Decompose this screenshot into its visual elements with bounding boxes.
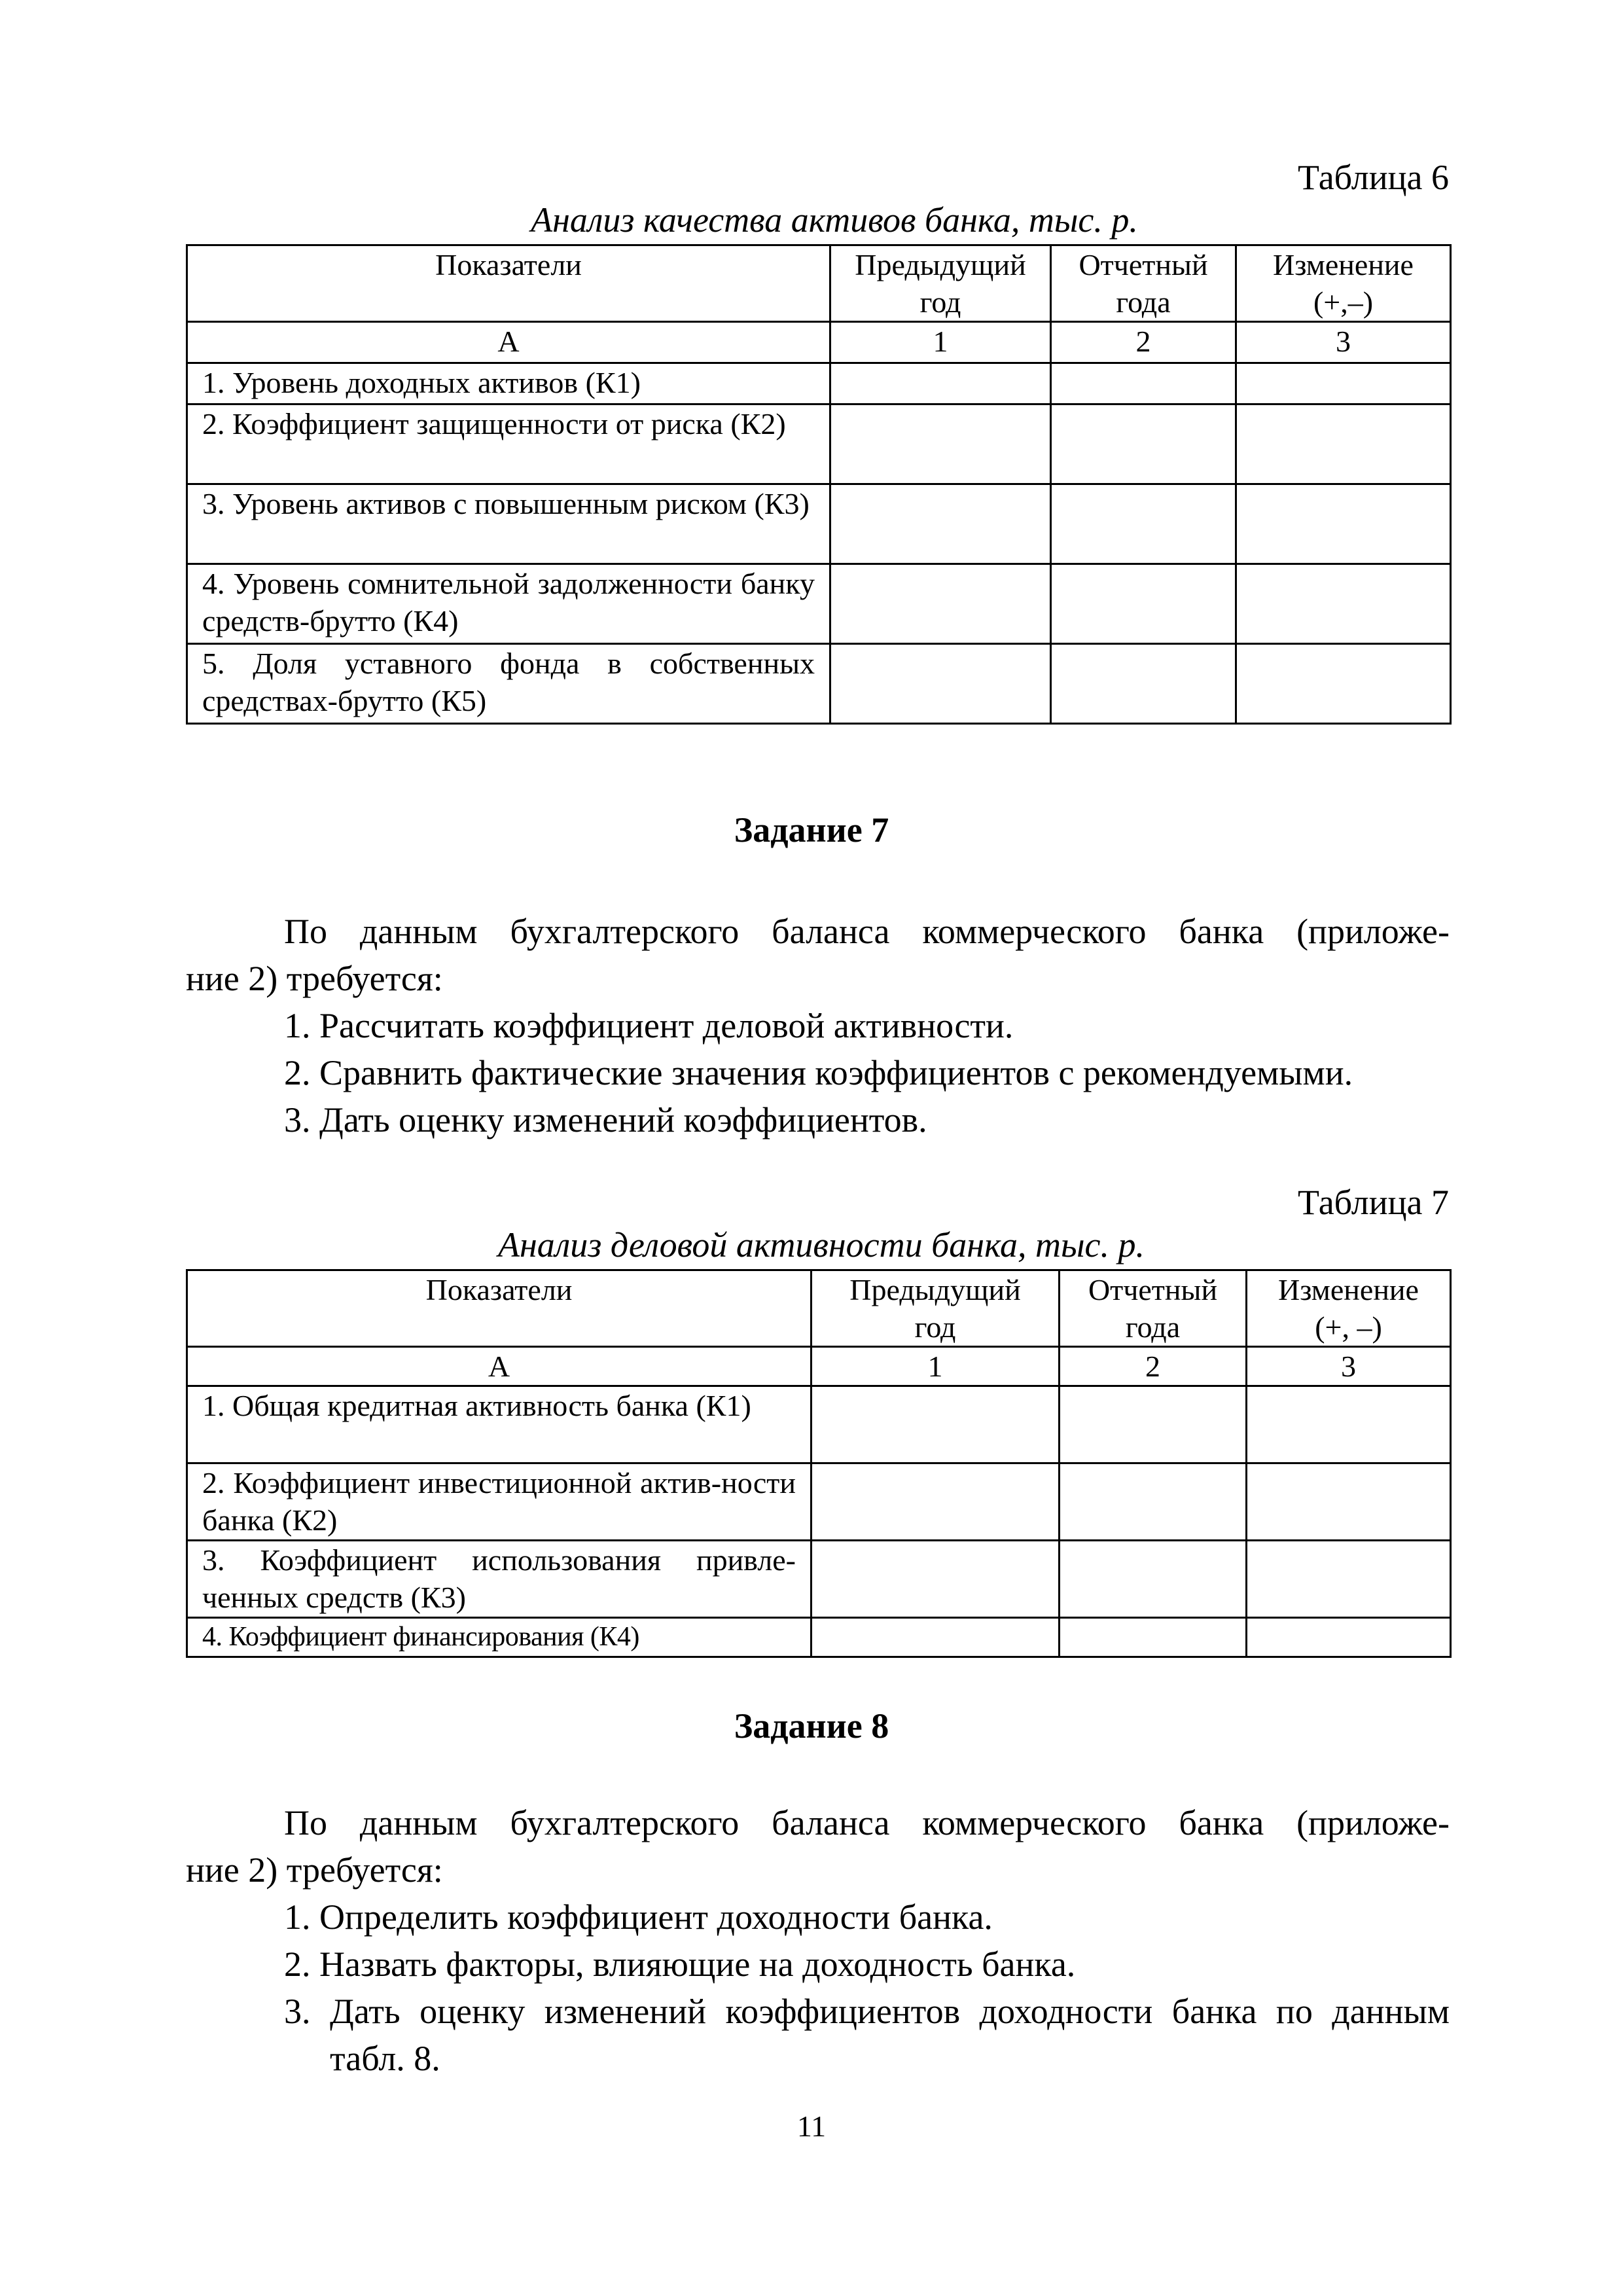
task7-list-item: 2. Сравнить фактические значения коэффициентов с рекомендуемыми.: [284, 1053, 1353, 1092]
empty-cell: [812, 1386, 1060, 1463]
empty-cell: [830, 404, 1051, 484]
table-row: [187, 1618, 1451, 1657]
empty-cell: [1236, 564, 1451, 644]
task7-intro: [186, 908, 1450, 1002]
index-cell: А: [187, 322, 830, 363]
header-reporting-year: Отчетный года: [1060, 1270, 1247, 1347]
task8-heading: Задание 8: [734, 1706, 889, 1746]
empty-cell: [830, 363, 1051, 404]
empty-cell: [812, 1618, 1060, 1657]
table7-caption: Анализ деловой активности банка, тыс. р.: [497, 1225, 1145, 1265]
empty-cell: [1236, 484, 1451, 564]
empty-cell: [1060, 1618, 1247, 1657]
index-cell: 1: [812, 1347, 1060, 1386]
empty-cell: [830, 644, 1051, 724]
empty-cell: [1236, 644, 1451, 724]
empty-cell: [1060, 1386, 1247, 1463]
empty-cell: [1051, 484, 1236, 564]
table-header-row: [187, 1270, 1451, 1347]
empty-cell: [1051, 363, 1236, 404]
empty-cell: [1051, 564, 1236, 644]
row-label: 3. Коэффициент использования привле-ченных средств (К3): [187, 1541, 812, 1618]
table-index-row: [187, 322, 1451, 363]
table7-label: Таблица 7: [1298, 1183, 1449, 1222]
table6-caption: Анализ качества активов банка, тыс. р.: [531, 200, 1138, 240]
task7-list-item: 3. Дать оценку изменений коэффициентов.: [284, 1100, 927, 1139]
task8-list-item: 1. Определить коэффициент доходности банка.: [284, 1897, 993, 1937]
table-row: [187, 404, 1451, 484]
row-label: 4. Коэффициент финансирования (К4): [187, 1618, 812, 1657]
table6-label: Таблица 6: [1298, 158, 1449, 197]
task7-intro-line2: ние 2) требуется:: [186, 959, 443, 998]
header-indicators: Показатели: [187, 245, 830, 322]
task8-intro-line1: По данным бухгалтерского баланса коммерческого банка (приложе-: [284, 1803, 1450, 1842]
empty-cell: [830, 484, 1051, 564]
table-index-row: [187, 1347, 1451, 1386]
task7-intro-line1: По данным бухгалтерского баланса коммерческого банка (приложе-: [284, 912, 1450, 951]
table-row: [187, 1386, 1451, 1463]
task8-intro-line2: ние 2) требуется:: [186, 1850, 443, 1890]
empty-cell: [1236, 404, 1451, 484]
task7-heading: Задание 7: [734, 810, 889, 850]
empty-cell: [1247, 1386, 1451, 1463]
index-cell: А: [187, 1347, 812, 1386]
empty-cell: [812, 1541, 1060, 1618]
empty-cell: [1060, 1463, 1247, 1541]
row-label: 3. Уровень активов с повышенным риском (К3): [187, 484, 830, 564]
empty-cell: [1236, 363, 1451, 404]
table-row: [187, 1541, 1451, 1618]
empty-cell: [812, 1463, 1060, 1541]
index-cell: 3: [1236, 322, 1451, 363]
row-label: 1. Общая кредитная активность банка (К1): [187, 1386, 812, 1463]
header-change: Изменение (+,–): [1236, 245, 1451, 322]
table7: [186, 1269, 1452, 1658]
header-previous-year: Предыдущий год: [812, 1270, 1060, 1347]
table6: [186, 244, 1452, 725]
header-previous-year: Предыдущий год: [830, 245, 1051, 322]
table-row: [187, 363, 1451, 404]
task8-intro: [186, 1799, 1450, 1893]
empty-cell: [1247, 1541, 1451, 1618]
row-label: 5. Доля уставного фонда в собственных средствах-брутто (К5): [187, 644, 830, 724]
header-reporting-year: Отчетный года: [1051, 245, 1236, 322]
task7-list-item: 1. Рассчитать коэффициент деловой активности.: [284, 1006, 1014, 1045]
row-label: 1. Уровень доходных активов (К1): [187, 363, 830, 404]
table-row: [187, 644, 1451, 724]
empty-cell: [1060, 1541, 1247, 1618]
index-cell: 2: [1060, 1347, 1247, 1386]
empty-cell: [1051, 404, 1236, 484]
header-change: Изменение (+, –): [1247, 1270, 1451, 1347]
empty-cell: [1247, 1618, 1451, 1657]
task8-list-item: 2. Назвать факторы, влияющие на доходность банка.: [284, 1945, 1076, 1984]
index-cell: 3: [1247, 1347, 1451, 1386]
row-label: 2. Коэффициент защищенности от риска (К2): [187, 404, 830, 484]
table-row: [187, 564, 1451, 644]
index-cell: 2: [1051, 322, 1236, 363]
empty-cell: [1051, 644, 1236, 724]
page-number: 11: [796, 2109, 827, 2143]
empty-cell: [1247, 1463, 1451, 1541]
index-cell: 1: [830, 322, 1051, 363]
empty-cell: [830, 564, 1051, 644]
row-label: 2. Коэффициент инвестиционной актив-ности банка (К2): [187, 1463, 812, 1541]
table-row: [187, 484, 1451, 564]
row-label: 4. Уровень сомнительной задолженности банку средств-брутто (К4): [187, 564, 830, 644]
task8-list-item: 3. Дать оценку изменений коэффициентов доходности банка по данным табл. 8.: [284, 1992, 1450, 2078]
table-row: [187, 1463, 1451, 1541]
table-header-row: [187, 245, 1451, 322]
header-indicators: Показатели: [187, 1270, 812, 1347]
